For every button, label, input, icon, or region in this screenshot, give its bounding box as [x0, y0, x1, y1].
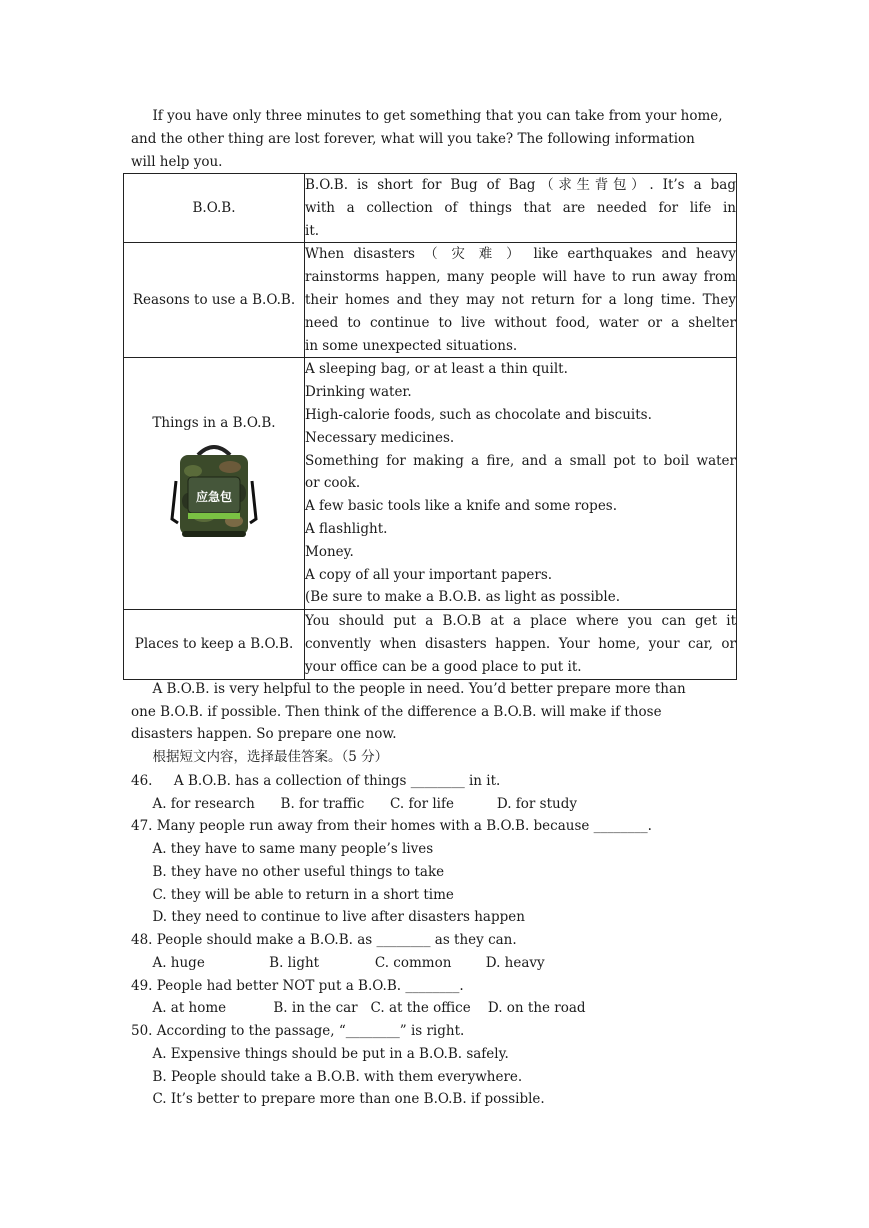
intro-line: will help you. — [131, 154, 223, 170]
table-row — [124, 610, 737, 679]
option-50-c: C. It’s better to prepare more than one B.O.B. if possible. — [131, 1091, 545, 1107]
option-47-b: B. they have no other useful things to take — [131, 864, 445, 880]
row-content — [305, 174, 737, 243]
content-line: Something for making a fire, and a small pot to boil water — [305, 452, 736, 469]
table-row — [124, 174, 737, 243]
row-label: B.O.B. — [124, 174, 305, 243]
row-content — [305, 358, 737, 610]
row-label: Reasons to use a B.O.B. — [124, 243, 305, 358]
option-50-b: B. People should take a B.O.B. with them everywhere. — [131, 1069, 523, 1085]
question-49: 49. People had better NOT put a B.O.B. ________. — [131, 978, 464, 994]
option-50-a: A. Expensive things should be put in a B.O.B. safely. — [131, 1046, 509, 1062]
content-line: with a collection of things that are needed for life in — [305, 199, 736, 216]
content-line: your office can be a good place to put it. — [305, 658, 582, 675]
option-47-d: D. they need to continue to live after disasters happen — [131, 909, 525, 925]
content-line: (Be sure to make a B.O.B. as light as possible. — [305, 589, 621, 606]
options-48: A. huge B. light C. common D. heavy — [131, 955, 545, 971]
intro-line: and the other thing are lost forever, what will you take? The following information — [131, 131, 695, 147]
backpack-icon — [168, 441, 260, 541]
content-line: or cook. — [305, 475, 361, 492]
content-line: High-calorie foods, such as chocolate and biscuits. — [305, 406, 652, 423]
row-label: Things in a B.O.B. — [152, 415, 276, 432]
options-46: A. for research B. for traffic C. for life D. for study — [131, 796, 577, 812]
question-47: 47. Many people run away from their homes with a B.O.B. because ________. — [131, 818, 652, 834]
option-47-a: A. they have to same many people’s lives — [131, 841, 434, 857]
row-label-cell — [124, 358, 305, 610]
body-line: one B.O.B. if possible. Then think of the difference a B.O.B. will make if those — [131, 704, 662, 720]
question-50: 50. According to the passage, “________” is right. — [131, 1023, 465, 1039]
backpack-image — [168, 441, 260, 541]
row-content — [305, 610, 737, 679]
body-line: A B.O.B. is very helpful to the people in need. You’d better prepare more than — [131, 681, 686, 697]
content-line: B.O.B. is short for Bug of Bag（求生背包）. It’s a bag — [305, 177, 736, 193]
content-line: A flashlight. — [305, 520, 388, 537]
question-48: 48. People should make a B.O.B. as ________ as they can. — [131, 932, 517, 948]
options-49: A. at home B. in the car C. at the office D. on the road — [131, 1000, 586, 1016]
content-line: rainstorms happen, many people will have to run away from — [305, 269, 736, 286]
row-content — [305, 243, 737, 358]
content-line: in some unexpected situations. — [305, 337, 518, 354]
body-line: disasters happen. So prepare one now. — [131, 726, 397, 742]
content-line: A copy of all your important papers. — [305, 566, 553, 583]
bob-info-table — [123, 173, 737, 680]
content-line: Necessary medicines. — [305, 429, 455, 446]
row-label: Places to keep a B.O.B. — [124, 610, 305, 679]
content-line: need to continue to live without food, water or a shelter — [305, 314, 736, 331]
backpack-label: 应急包 — [195, 490, 233, 505]
content-line: convently when disasters happen. Your home, your car, or — [305, 635, 736, 652]
table-row — [124, 358, 737, 610]
content-line: A sleeping bag, or at least a thin quilt. — [305, 361, 568, 378]
table-row — [124, 243, 737, 358]
content-line: it. — [305, 222, 320, 239]
option-47-c: C. they will be able to return in a short time — [131, 887, 454, 903]
content-line: You should put a B.O.B at a place where you can get it — [305, 613, 736, 630]
content-line: Drinking water. — [305, 384, 412, 401]
content-line: Money. — [305, 543, 354, 560]
intro-line: If you have only three minutes to get something that you can take from your home, — [131, 108, 723, 124]
content-line: their homes and they may not return for a long time. They — [305, 291, 736, 308]
instruction-line: 根据短文内容，选择最佳答案。（5 分） — [131, 749, 389, 765]
question-46: 46. A B.O.B. has a collection of things ________ in it. — [131, 773, 501, 789]
content-line: A few basic tools like a knife and some ropes. — [305, 498, 618, 515]
content-line: When disasters （ 灾 难 ） like earthquakes and heavy — [305, 246, 736, 263]
